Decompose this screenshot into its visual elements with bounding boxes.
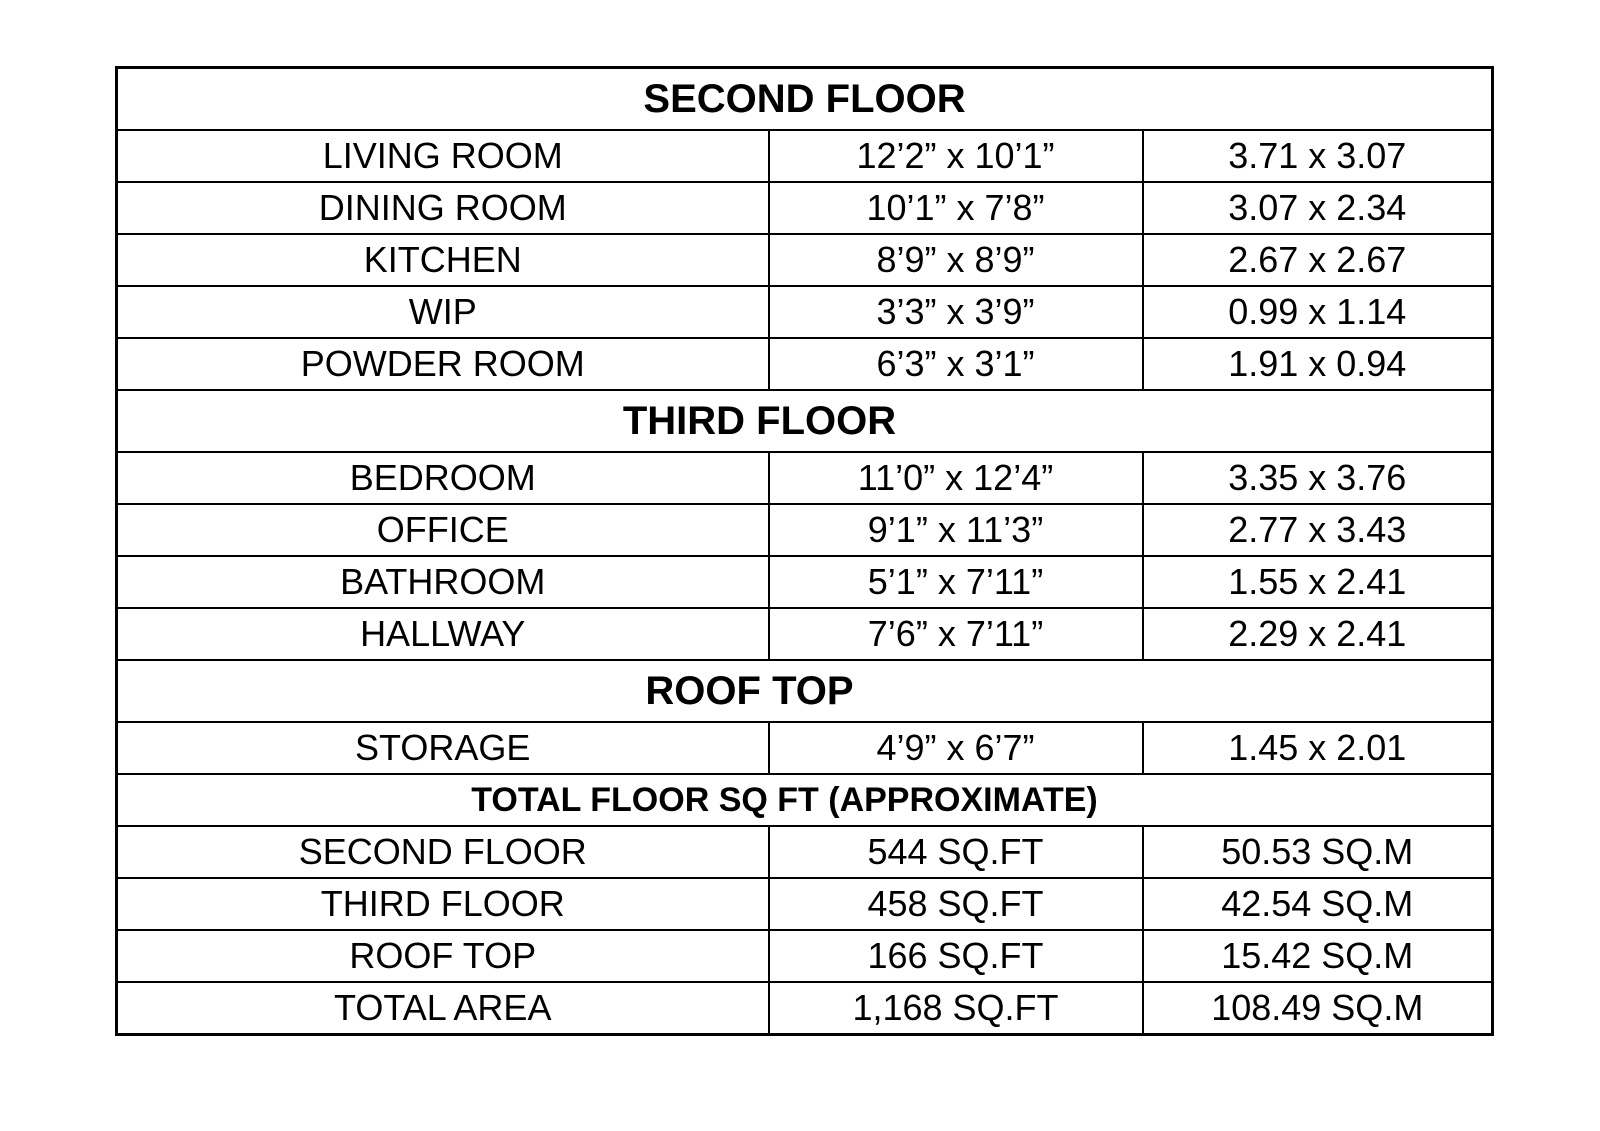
imperial-dimensions: 6’3” x 3’1” — [769, 338, 1143, 390]
metric-dimensions: 2.67 x 2.67 — [1143, 234, 1493, 286]
floor-name: TOTAL AREA — [117, 982, 769, 1035]
room-name: BEDROOM — [117, 452, 769, 504]
area-sq-ft: 458 SQ.FT — [769, 878, 1143, 930]
metric-dimensions: 2.29 x 2.41 — [1143, 608, 1493, 660]
imperial-dimensions: 3’3” x 3’9” — [769, 286, 1143, 338]
room-name: OFFICE — [117, 504, 769, 556]
room-dimensions-table — [115, 66, 1494, 1036]
table-row — [117, 556, 1493, 608]
room-name: BATHROOM — [117, 556, 769, 608]
section-header-row — [117, 68, 1493, 131]
table-row — [117, 982, 1493, 1035]
section-title-cell — [117, 660, 1493, 722]
imperial-dimensions: 7’6” x 7’11” — [769, 608, 1143, 660]
metric-dimensions: 3.35 x 3.76 — [1143, 452, 1493, 504]
metric-dimensions: 2.77 x 3.43 — [1143, 504, 1493, 556]
section-title: ROOF TOP — [645, 668, 854, 713]
section-header-row — [117, 660, 1493, 722]
table-row — [117, 878, 1493, 930]
table-row — [117, 182, 1493, 234]
section-title-cell — [117, 390, 1493, 452]
section-title: THIRD FLOOR — [622, 398, 897, 443]
section-title: TOTAL FLOOR SQ FT (APPROXIMATE) — [471, 780, 1098, 819]
room-name: WIP — [117, 286, 769, 338]
table-row — [117, 608, 1493, 660]
imperial-dimensions: 11’0” x 12’4” — [769, 452, 1143, 504]
imperial-dimensions: 10’1” x 7’8” — [769, 182, 1143, 234]
section-title-cell — [117, 68, 1493, 131]
table-row — [117, 130, 1493, 182]
area-sq-m: 15.42 SQ.M — [1143, 930, 1493, 982]
room-name: POWDER ROOM — [117, 338, 769, 390]
table-row — [117, 286, 1493, 338]
metric-dimensions: 3.71 x 3.07 — [1143, 130, 1493, 182]
area-sq-ft: 544 SQ.FT — [769, 826, 1143, 878]
section-header-row — [117, 774, 1493, 826]
metric-dimensions: 1.55 x 2.41 — [1143, 556, 1493, 608]
area-sq-ft: 1,168 SQ.FT — [769, 982, 1143, 1035]
imperial-dimensions: 4’9” x 6’7” — [769, 722, 1143, 774]
section-title-cell — [117, 774, 1493, 826]
table-row — [117, 826, 1493, 878]
metric-dimensions: 3.07 x 2.34 — [1143, 182, 1493, 234]
table-row — [117, 722, 1493, 774]
imperial-dimensions: 5’1” x 7’11” — [769, 556, 1143, 608]
floor-name: THIRD FLOOR — [117, 878, 769, 930]
table-row — [117, 338, 1493, 390]
table-row — [117, 452, 1493, 504]
metric-dimensions: 0.99 x 1.14 — [1143, 286, 1493, 338]
area-sq-m: 108.49 SQ.M — [1143, 982, 1493, 1035]
imperial-dimensions: 8’9” x 8’9” — [769, 234, 1143, 286]
metric-dimensions: 1.91 x 0.94 — [1143, 338, 1493, 390]
area-sq-ft: 166 SQ.FT — [769, 930, 1143, 982]
floor-name: SECOND FLOOR — [117, 826, 769, 878]
room-name: HALLWAY — [117, 608, 769, 660]
section-header-row — [117, 390, 1493, 452]
room-name: DINING ROOM — [117, 182, 769, 234]
room-name: STORAGE — [117, 722, 769, 774]
area-sq-m: 42.54 SQ.M — [1143, 878, 1493, 930]
imperial-dimensions: 9’1” x 11’3” — [769, 504, 1143, 556]
metric-dimensions: 1.45 x 2.01 — [1143, 722, 1493, 774]
area-sq-m: 50.53 SQ.M — [1143, 826, 1493, 878]
room-name: LIVING ROOM — [117, 130, 769, 182]
table-row — [117, 234, 1493, 286]
floor-name: ROOF TOP — [117, 930, 769, 982]
table-row — [117, 930, 1493, 982]
section-title: SECOND FLOOR — [643, 76, 966, 121]
imperial-dimensions: 12’2” x 10’1” — [769, 130, 1143, 182]
table-row — [117, 504, 1493, 556]
room-name: KITCHEN — [117, 234, 769, 286]
